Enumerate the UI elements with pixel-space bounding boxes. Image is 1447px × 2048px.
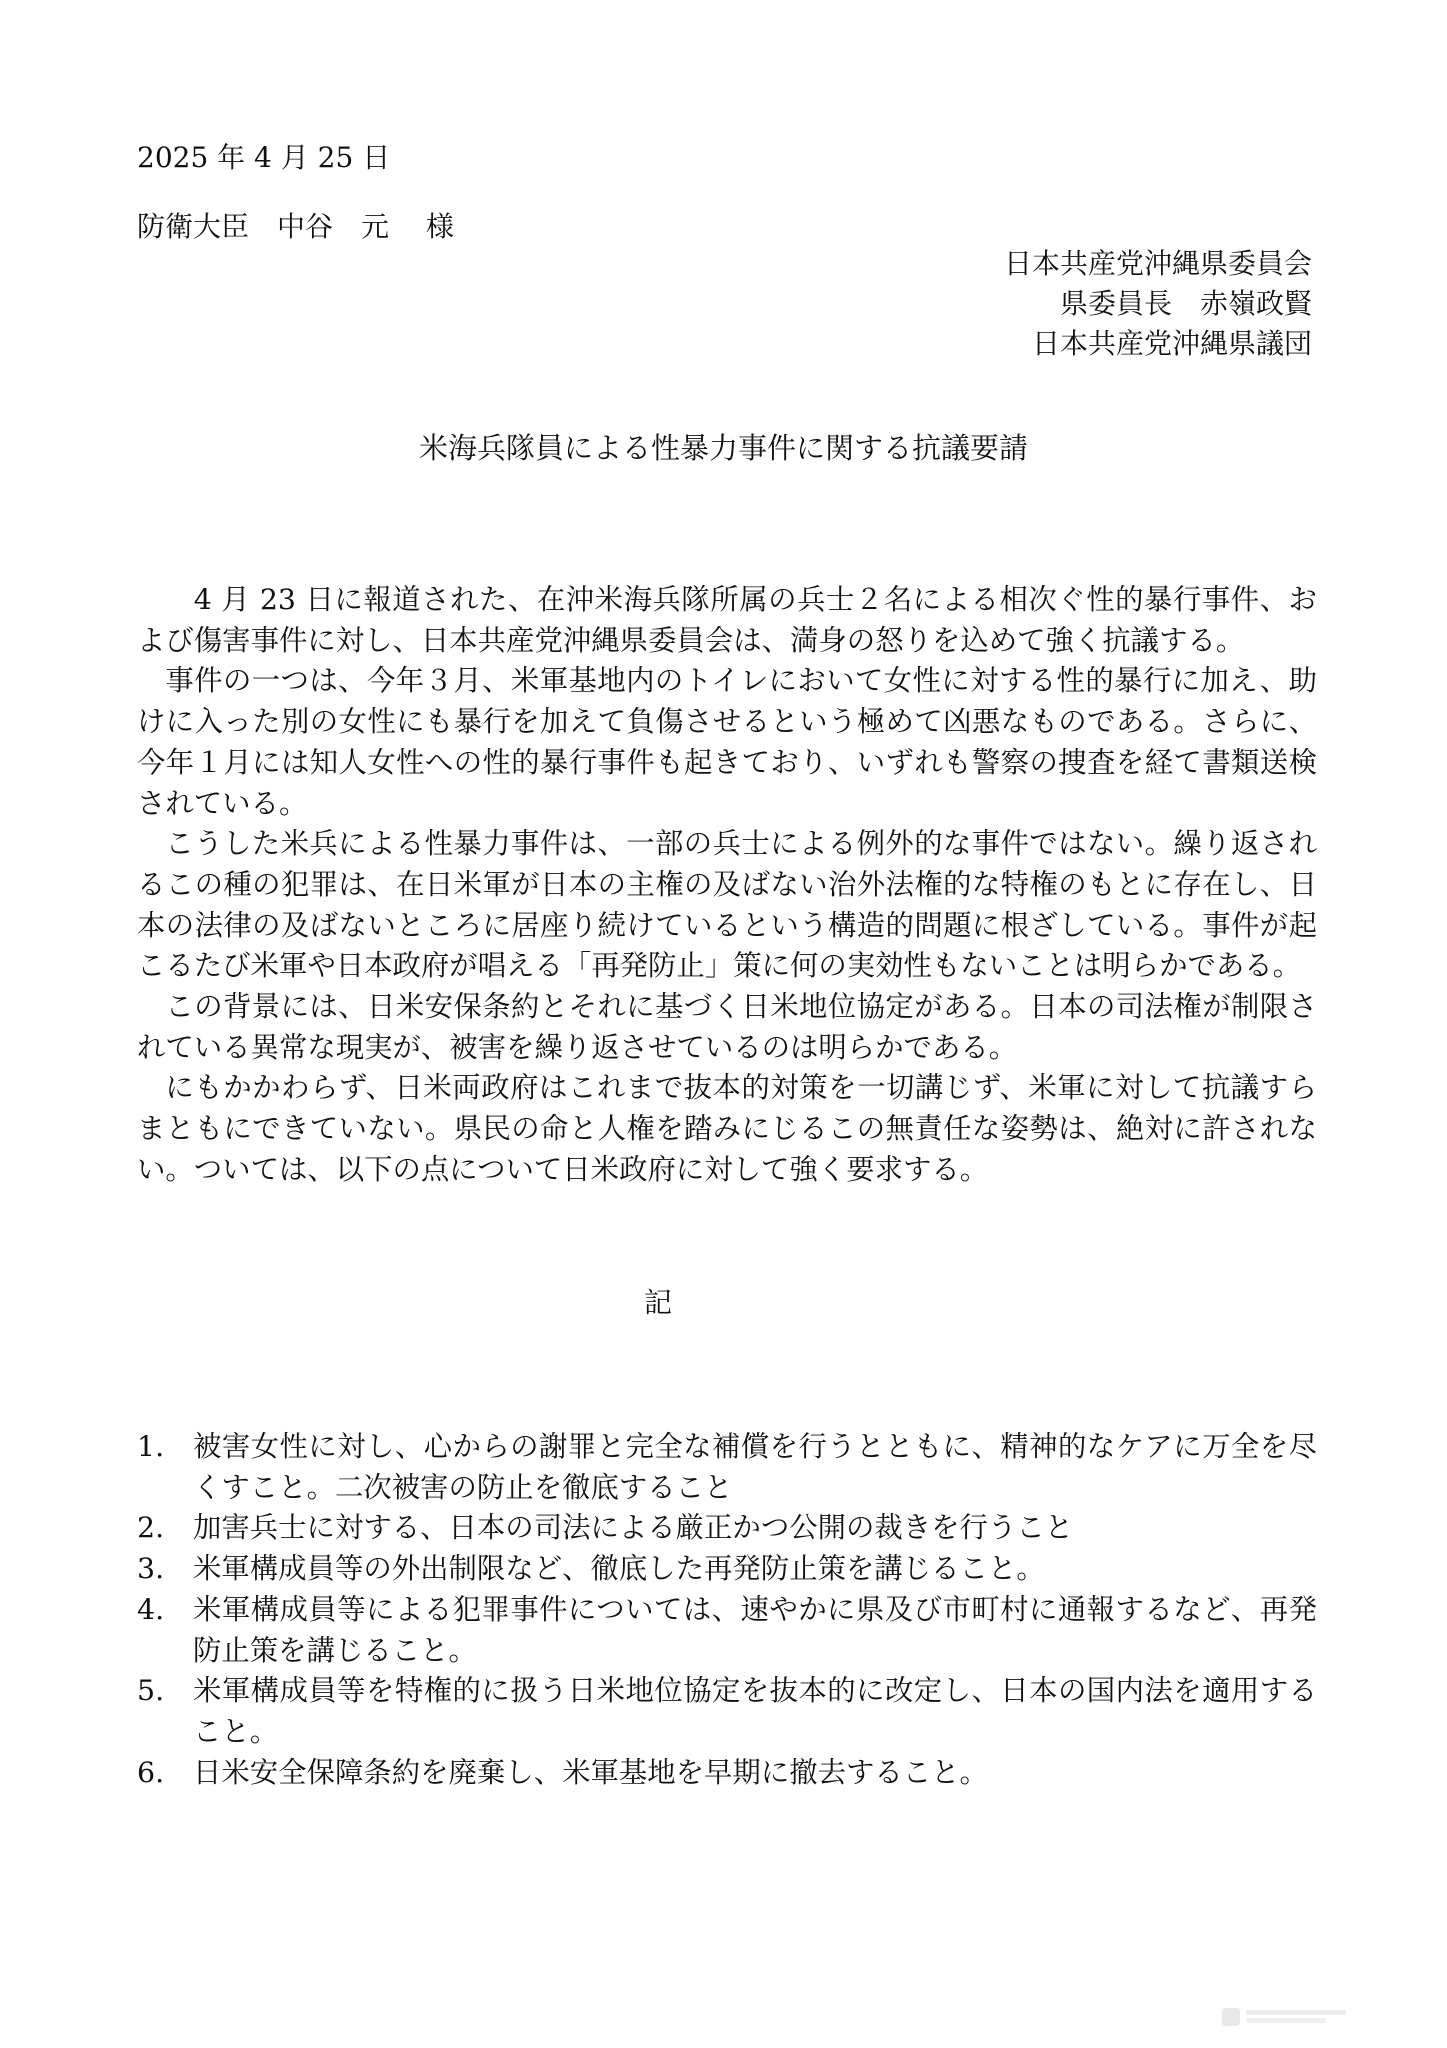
body-paragraph: この背景には、日米安保条約とそれに基づく日米地位協定がある。日本の司法権が制限されている異常な現実が、被害を繰り返させているのは明らかである。	[137, 990, 1317, 1064]
list-item	[137, 1508, 1317, 1549]
document-body	[137, 580, 1317, 1191]
sender-block	[1004, 244, 1312, 364]
list-item	[137, 1753, 1317, 1794]
list-item-number: 5.	[137, 1674, 165, 1708]
sender-organization: 日本共産党沖縄県委員会	[1003, 247, 1312, 280]
list-item-number: 2.	[137, 1511, 165, 1545]
list-item	[137, 1590, 1317, 1671]
body-paragraph: こうした米兵による性暴力事件は、一部の兵士による例外的な事件ではない。繰り返されるこの種の犯罪は、在日米軍が日本の主権の及ばない治外法権的な特権のもとに存在し、日本の法律の及ばないところに居座り続けているという構造的問題に根ざしている。事件が起こるたび米軍や日本政府が唱える「再発防止」策に何の実効性もないことは明らかである。	[137, 827, 1317, 983]
list-item-text: 米軍構成員等の外出制限など、徹底した再発防止策を講じること。	[193, 1552, 1045, 1586]
watermark-mark	[1222, 2006, 1352, 2028]
list-item	[137, 1549, 1317, 1590]
list-item-number: 6.	[137, 1755, 165, 1789]
recipient-line: 防衛大臣 中谷 元 様	[137, 210, 454, 243]
list-item	[137, 1427, 1317, 1508]
list-item-text: 加害兵士に対する、日本の司法による厳正かつ公開の裁きを行うこと	[193, 1511, 1074, 1545]
body-paragraph: 事件の一つは、今年３月、米軍基地内のトイレにおいて女性に対する性的暴行に加え、助けに入った別の女性にも暴行を加えて負傷させるという極めて凶悪なものである。さらに、今年１月には知人女性への性的暴行事件も起きており、いずれも警察の捜査を経て書類送検されている。	[137, 664, 1317, 820]
list-item-text: 被害女性に対し、心からの謝罪と完全な補償を行うとともに、精神的なケアに万全を尽くすこと。二次被害の防止を徹底すること	[193, 1430, 1317, 1504]
list-item-number: 1.	[137, 1430, 165, 1463]
body-paragraph: にもかかわらず、日米両政府はこれまで抜本的対策を一切講じず、米軍に対して抗議すらまともにできていない。県民の命と人権を踏みにじるこの無責任な姿勢は、絶対に許されない。ついては、以下の点について日米政府に対して強く要求する。	[137, 1071, 1317, 1186]
sender-chair: 県委員長 赤嶺政賢	[1059, 287, 1312, 320]
list-item-text: 米軍構成員等を特権的に扱う日米地位協定を抜本的に改定し、日本の国内法を適用すること。	[193, 1674, 1317, 1748]
body-paragraph: 4 月 23 日に報道された、在沖米海兵隊所属の兵士２名による相次ぐ性的暴行事件、および傷害事件に対し、日本共産党沖縄県委員会は、満身の怒りを込めて強く抗議する。	[137, 583, 1317, 657]
list-item-text: 米軍構成員等による犯罪事件については、速やかに県及び市町村に通報するなど、再発防止策を講じること。	[193, 1592, 1317, 1667]
list-item-number: 4.	[137, 1592, 165, 1626]
list-item	[137, 1671, 1317, 1752]
demands-list	[137, 1427, 1317, 1793]
document-date: 2025 年 4 月 25 日	[137, 141, 391, 174]
list-item-text: 日米安全保障条約を廃棄し、米軍基地を早期に撤去すること。	[193, 1755, 988, 1789]
sender-assembly-group: 日本共産党沖縄県議団	[1031, 327, 1312, 360]
ki-heading: 記	[643, 1286, 672, 1319]
list-item-number: 3.	[137, 1552, 165, 1586]
document-title: 米海兵隊員による性暴力事件に関する抗議要請	[418, 431, 1028, 465]
